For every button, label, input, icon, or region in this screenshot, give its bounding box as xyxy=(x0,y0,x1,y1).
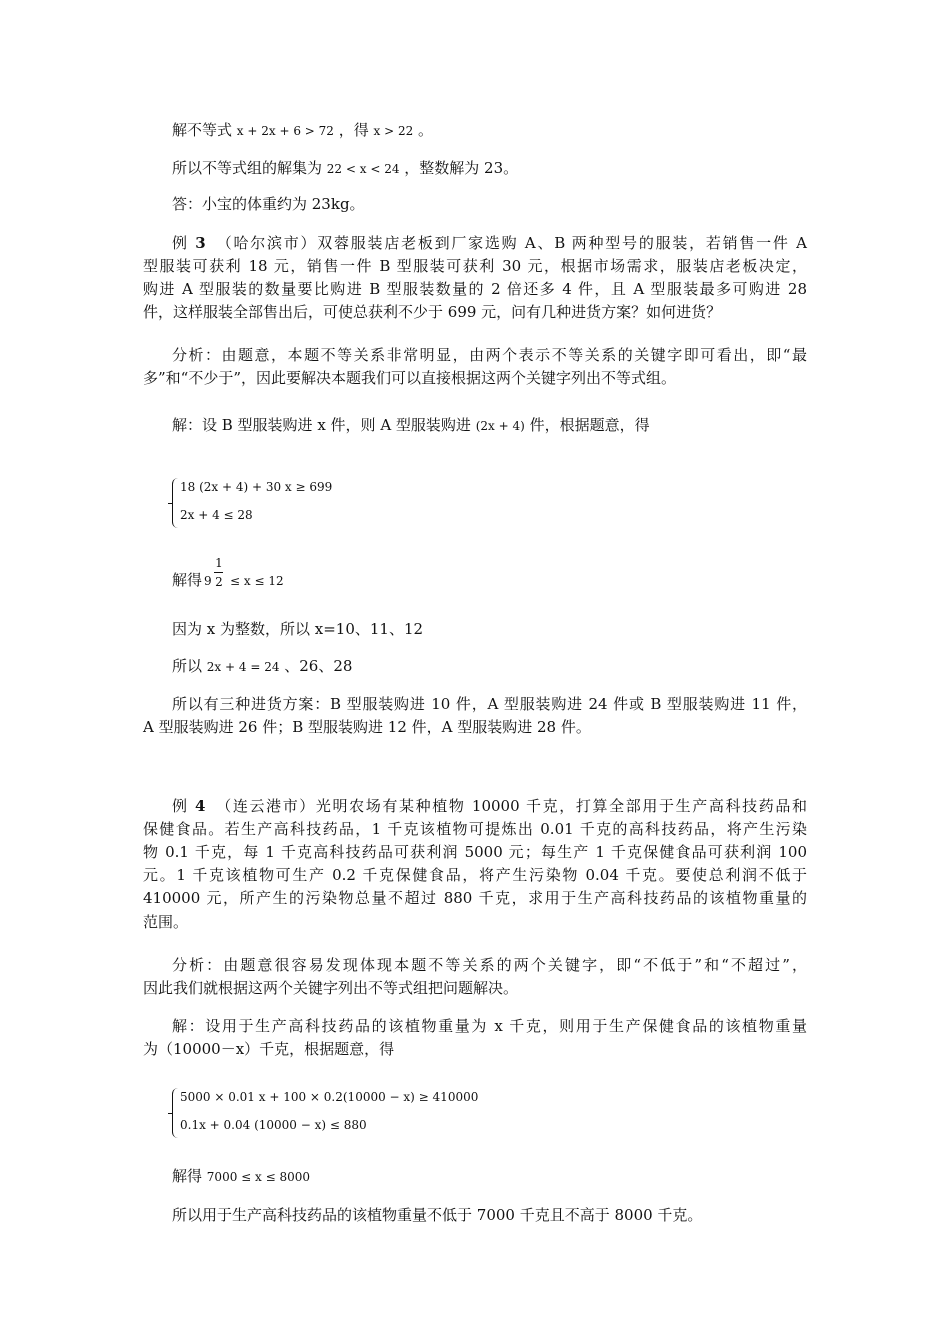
fraction-denominator: 2 xyxy=(215,575,223,589)
math-equation: 2x + 4 = 24 xyxy=(206,660,280,674)
example-3-line-4: 件，这样服装全部售出后，可使总获利不少于 699 元，问有几种进货方案？如何进货？ xyxy=(143,303,722,321)
example-3-label: 例 3 xyxy=(172,234,206,252)
result-4-line: 解得 7000 ≤ x ≤ 8000 xyxy=(172,1167,311,1185)
math-range: 7000 ≤ x ≤ 8000 xyxy=(206,1170,311,1184)
plans-line-1: 所以有三种进货方案：B 型服装购进 10 件，A 型服装购进 24 件或 B 型服装购进 11 件， xyxy=(172,695,807,713)
result-3-line: 解得 xyxy=(172,571,203,589)
inequality-system-3 xyxy=(172,478,412,528)
fraction-numerator: 1 xyxy=(215,556,223,570)
analysis-4-line-2: 因此我们就根据这两个关键字列出不等式组把问题解决。 xyxy=(143,979,519,997)
math-solution-set: 22 < x < 24 xyxy=(326,162,400,176)
example-4-line-5: 410000 元，所产生的污染物总量不超过 880 千克，求用于生产高科技药品的该植物重量的 xyxy=(143,889,807,907)
system-4-inequality-2: 0.1x + 0.04 (10000 − x) ≤ 880 xyxy=(180,1118,367,1132)
a-quantities-line: 所以 2x + 4 = 24 、26、28 xyxy=(172,657,353,675)
math-range: ≤ x ≤ 12 xyxy=(230,574,284,588)
final-answer-4: 所以用于生产高科技药品的该植物重量不低于 7000 千克且不高于 8000 千克。 xyxy=(172,1206,703,1224)
solution-3-setup: 解：设 B 型服装购进 x 件，则 A 型服装购进 (2x + 4) 件，根据题意，得 xyxy=(172,416,650,434)
example-4-line-3: 物 0.1 千克，每 1 千克高科技药品可获利润 5000 元；每生产 1 千克保健食品可获利润 100 xyxy=(143,843,807,861)
system-4-inequality-1: 5000 × 0.01 x + 100 × 0.2(10000 − x) ≥ 410000 xyxy=(180,1090,479,1104)
brace xyxy=(172,1088,178,1138)
example-4-line-4: 元。1 千克该植物可生产 0.2 千克保健食品，将产生污染物 0.04 千克。要使总利润不低于 xyxy=(143,866,807,884)
fraction-bar xyxy=(214,572,223,573)
analysis-3-line-1: 分析：由题意，本题不等关系非常明显，由两个表示不等关系的关键字即可看出，即“最 xyxy=(172,346,807,364)
solution-set-line: 所以不等式组的解集为 22 < x < 24 ，整数解为 23。 xyxy=(172,159,519,177)
plans-line-2: A 型服装购进 26 件；B 型服装购进 12 件，A 型服装购进 28 件。 xyxy=(143,718,591,736)
system-3-inequality-1: 18 (2x + 4) + 30 x ≥ 699 xyxy=(180,480,333,494)
solution-4-line-1: 解：设用于生产高科技药品的该植物重量为 x 千克，则用于生产保健食品的该植物重量 xyxy=(172,1017,807,1035)
example-3-line-1: 例 3 （哈尔滨市）双蓉服装店老板到厂家选购 A、B 两种型号的服装，若销售一件 A xyxy=(172,234,807,252)
integer-values-line: 因为 x 为整数，所以 x=10、11、12 xyxy=(172,620,424,638)
brace xyxy=(172,478,178,528)
math-inequality: x + 2x + 6 > 72 xyxy=(236,124,334,138)
answer-line: 答：小宝的体重约为 23kg。 xyxy=(172,195,365,213)
example-4-label: 例 4 xyxy=(172,797,206,815)
system-3-inequality-2: 2x + 4 ≤ 28 xyxy=(180,508,253,522)
solution-4-line-2: 为（10000－x）千克，根据题意，得 xyxy=(143,1040,395,1058)
analysis-4-line-1: 分析：由题意很容易发现体现本题不等关系的两个关键字，即“不低于”和“不超过”， xyxy=(172,956,807,974)
analysis-3-line-2: 多”和“不少于”，因此要解决本题我们可以直接根据这两个关键字列出不等式组。 xyxy=(143,369,677,387)
inequality-solution-line: 解不等式 x + 2x + 6 > 72 ，得 x > 22 。 xyxy=(172,121,434,139)
mixed-number-integer: 9 xyxy=(204,574,212,588)
inequality-system-4 xyxy=(172,1088,532,1138)
example-3-line-2: 型服装可获利 18 元，销售一件 B 型服装可获利 30 元，根据市场需求，服装店老板决定， xyxy=(143,257,807,275)
example-4-line-1: 例 4 （连云港市）光明农场有某种植物 10000 千克，打算全部用于生产高科技药品和 xyxy=(172,797,807,815)
example-3-line-3: 购进 A 型服装的数量要比购进 B 型服装数量的 2 倍还多 4 件，且 A 型服装最多可购进 28 xyxy=(143,280,807,298)
example-4-line-6: 范围。 xyxy=(143,913,189,931)
example-4-line-2: 保健食品。若生产高科技药品，1 千克该植物可提炼出 0.01 千克的高科技药品，将产生污染 xyxy=(143,820,807,838)
fraction xyxy=(214,556,224,589)
math-expression: (2x + 4) xyxy=(475,419,525,433)
math-result: x > 22 xyxy=(373,124,414,138)
